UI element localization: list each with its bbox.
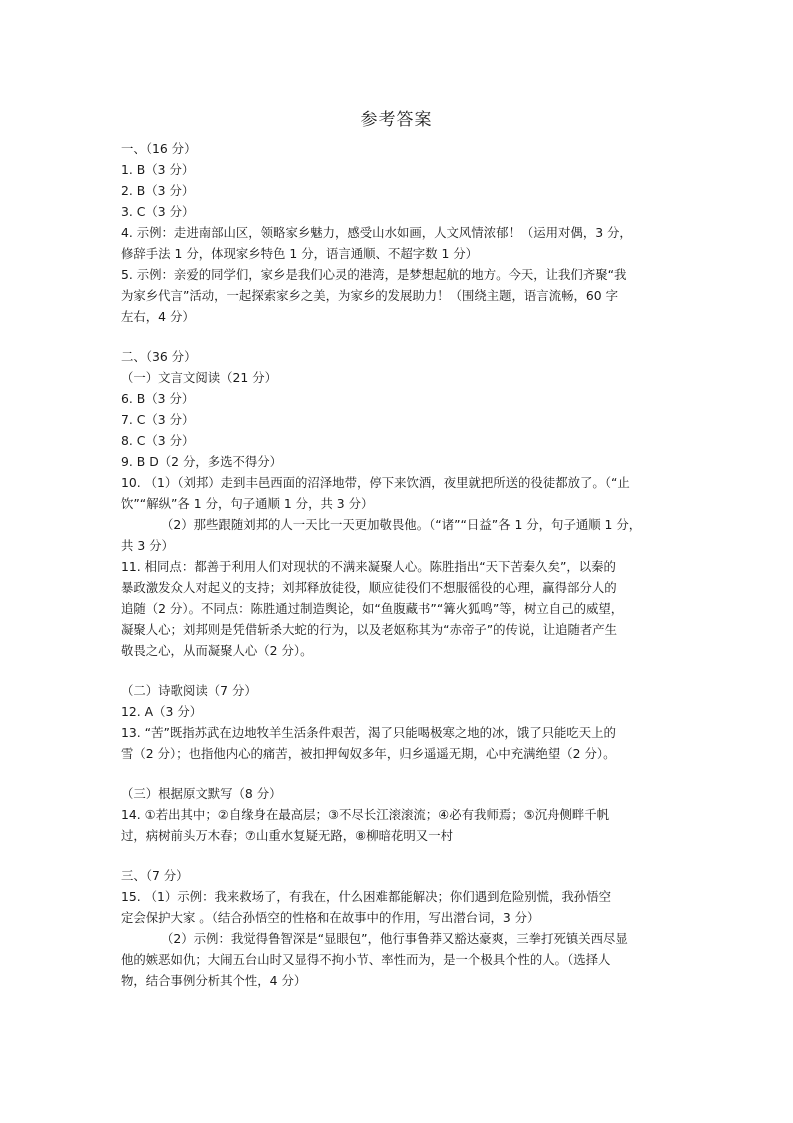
answer-line: 暴政激发众人对起义的支持；刘邦释放徒役，顺应徒役们不想服徭役的心理，赢得部分人的 <box>121 580 617 595</box>
answer-line: （2）示例：我觉得鲁智深是“显眼包”，他行事鲁莽又豁达豪爽，三拳打死镇关西尽显 <box>161 931 628 946</box>
answer-line: 2. B（3 分） <box>121 183 195 198</box>
answer-line: 14. ①若出其中；②自缘身在最高层；③不尽长江滚滚流；④必有我师焉；⑤沉舟侧畔千帆 <box>121 807 610 822</box>
answer-line: 1. B（3 分） <box>121 162 195 177</box>
section-heading-3: 三、（7 分） <box>121 868 189 883</box>
answer-line: 定会保护大家 。（结合孙悟空的性格和在故事中的作用，写出潜台词，3 分） <box>121 910 540 925</box>
subsection-heading: （二）诗歌阅读（7 分） <box>121 683 257 698</box>
answer-line: 8. C（3 分） <box>121 433 195 448</box>
answer-line: 左右，4 分） <box>121 309 195 324</box>
answer-line: 9. B D（2 分，多选不得分） <box>121 454 283 469</box>
answer-line: 15. （1）示例：我来救场了，有我在，什么困难都能解决；你们遇到危险别慌，我孙悟空 <box>121 889 611 904</box>
answer-line: 13. “苦”既指苏武在边地牧羊生活条件艰苦，渴了只能喝极寒之地的冰，饿了只能吃天上的 <box>121 725 616 740</box>
subsection-heading: （一）文言文阅读（21 分） <box>121 370 278 385</box>
answer-line: 过，病树前头万木春；⑦山重水复疑无路，⑧柳暗花明又一村 <box>121 828 453 843</box>
answer-line: 4. 示例：走进南部山区，领略家乡魅力，感受山水如画，人文风情浓郁！（运用对偶，3 分， <box>121 225 632 240</box>
section-heading-2: 二、（36 分） <box>121 349 197 364</box>
answer-line: 6. B（3 分） <box>121 391 195 406</box>
answer-line: 他的嫉恶如仇；大闹五台山时又显得不拘小节、率性而为，是一个极具个性的人。（选择人 <box>121 952 611 967</box>
answer-line: 11. 相同点：都善于利用人们对现状的不满来凝聚人心。陈胜指出“天下苦秦久矣”，以秦的 <box>121 559 616 574</box>
answer-line: 12. A（3 分） <box>121 704 203 719</box>
answer-line: 共 3 分） <box>121 538 174 553</box>
answer-line: 凝聚人心；刘邦则是凭借斩杀大蛇的行为，以及老妪称其为“赤帝子”的传说，让追随者产生 <box>121 622 618 637</box>
answer-line: 敬畏之心，从而凝聚人心（2 分）。 <box>121 643 313 658</box>
answer-line: 为家乡代言”活动，一起探索家乡之美，为家乡的发展助力！（围绕主题，语言流畅，60 字 <box>121 288 618 303</box>
answer-line: 修辞手法 1 分，体现家乡特色 1 分，语言通顺、不超字数 1 分） <box>121 246 479 261</box>
answer-line: 物，结合事例分析其个性，4 分） <box>121 973 307 988</box>
answer-line: 10. （1）（刘邦）走到丰邑西面的沼泽地带，停下来饮酒，夜里就把所送的役徒都放了。（“止 <box>121 475 630 490</box>
answer-line: 追随（2 分）。不同点：陈胜通过制造舆论，如“鱼腹藏书”“篝火狐鸣”等，树立自己的威望， <box>121 601 624 616</box>
subsection-heading: （三）根据原文默写（8 分） <box>121 786 282 801</box>
answer-line: 3. C（3 分） <box>121 204 195 219</box>
answer-line: 7. C（3 分） <box>121 412 195 427</box>
answer-line: 雪（2 分）；也指他内心的痛苦，被扣押匈奴多年，归乡遥遥无期，心中充满绝望（2 分）。 <box>121 746 616 761</box>
answer-line: 饮”“解纵”各 1 分，句子通顺 1 分，共 3 分） <box>121 496 374 511</box>
answer-line: （2）那些跟随刘邦的人一天比一天更加敬畏他。（“诸”“日益”各 1 分，句子通顺 1 分， <box>161 517 642 532</box>
section-heading-1: 一、（16 分） <box>121 141 197 156</box>
page-title: 参考答案 <box>360 110 433 130</box>
answer-line: 5. 示例：亲爱的同学们，家乡是我们心灵的港湾，是梦想起航的地方。今天，让我们齐聚“我 <box>121 267 627 282</box>
